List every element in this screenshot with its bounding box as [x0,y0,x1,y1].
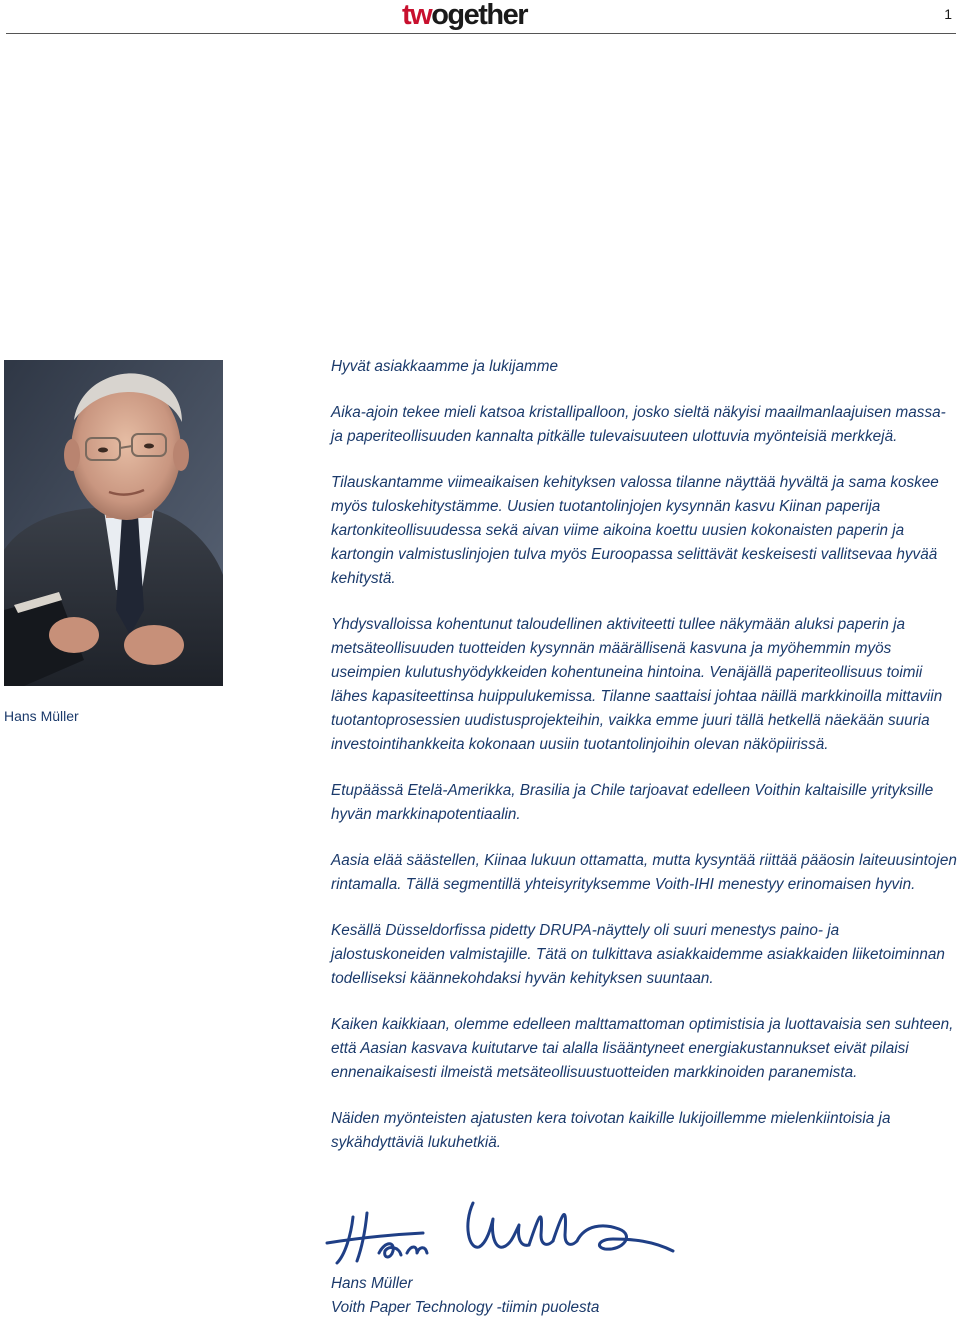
portrait-photo [4,360,223,686]
letter-paragraph: Tilauskantamme viimeaikaisen kehityksen valossa tilanne näyttää hyvältä ja sama koskee myös tuloskehitystämme. Uusien tuotantolinjojen kysynnän kasvu Kiinan paperija kartonkiteollisuudessa sekä aivan viime aikoina koettu uusien kokonaisten paperin ja kartongin valmistuslinjojen tulva myös Euroopassa selittävät keskeisesti vallitsevaa hyvää kehitystä. [331,474,939,587]
signatory-title: Voith Paper Technology -tiimin puolesta [331,1299,600,1316]
letter-paragraph: Yhdysvalloissa kohentunut taloudellinen aktiviteetti tullee näkymään aluksi paperin ja metsäteollisuuden tuotteiden kysynnän määrällisenä kasvuna ja myöhemmin myös useimpien kulutushyödykkeiden kohentuneina hintoina. Venäjällä paperiteollisuus toimii lähes kapasiteettinsa huippulukemissa. Tilanne saattaisi johtaa näillä markkinoilla mittaviin tuotantoprosessien uudistusprojekteihin, vaikka emme juuri tällä hetkellä näekään suuria investointihankkeita kokonaan uusiin tuotantolinjoihin olevan näköpiirissä. [331,616,943,753]
letter-paragraph: Kesällä Düsseldorfissa pidetty DRUPA-näyttely oli suuri menestys paino- ja jalostuskoneiden valmistajille. Tätä on tulkittava asiakkaidemme asiakkaiden liiketoiminnan todelliseksi käännekohdaksi hyvän kehityksen suuntaan. [331,922,945,987]
signatory-name: Hans Müller [331,1275,413,1292]
handwritten-signature [323,1195,693,1275]
letter-paragraph: Etupäässä Etelä-Amerikka, Brasilia ja Chile tarjoavat edelleen Voithin kaltaisille yrityksille hyvän markkinapotentiaalin. [331,782,934,823]
portrait-caption: Hans Müller [4,708,79,724]
letter-paragraph: Aika-ajoin tekee mieli katsoa kristallipalloon, josko sieltä näkyisi maailmanlaajuisen massa- ja paperiteollisuuden kannalta pitkälle tulevaisuuteen ulottuvia myönteisiä merkkejä. [331,404,946,445]
header-divider [6,33,956,34]
letter-salutation: Hyvät asiakkaamme ja lukijamme [331,358,558,375]
letter-paragraph: Kaiken kaikkiaan, olemme edelleen malttamattoman optimistisia ja luottavaisia sen suhteen, että Aasian kasvava kuitutarve tai alalla lisääntyneet energiakustannukset eivät pilaisi ennenaikaisesti ilmeistä metsäteollisuustuotteiden markkinoiden paranemista. [331,1016,954,1081]
twogether-logo: twogether [402,0,528,31]
letter-body [331,355,957,1177]
letter-paragraph: Näiden myönteisten ajatusten kera toivotan kaikille lukijoillemme mielenkiintoisia ja sykähdyttäviä lukuhetkiä. [331,1110,891,1151]
page-header [0,0,960,34]
letter-paragraph: Aasia elää säästellen, Kiinaa lukuun ottamatta, mutta kysyntää riittää pääosin laiteuusintojen rintamalla. Tällä segmentillä yhteisyrityksemme Voith-IHI menestyy erinomaisen hyvin. [331,852,957,893]
page-number: 1 [944,6,952,22]
